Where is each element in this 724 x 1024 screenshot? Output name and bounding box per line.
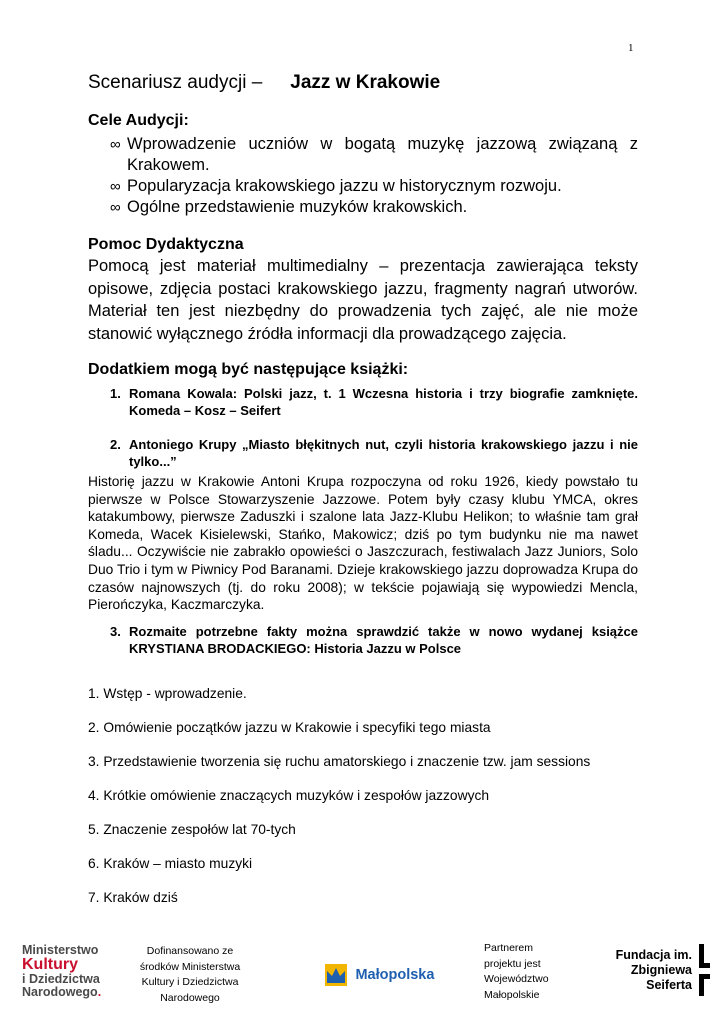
bullet-icon: ∞ [110,178,121,195]
foundation-logo [610,944,710,996]
foundation-logo-line: Seiferta [646,978,692,992]
book-number: 1. [110,386,121,401]
book-text: Romana Kowala: Polski jazz, t. 1 Wczesna historia i trzy biografie zamknięte. Komeda – Kosz – Seifert [129,386,638,418]
book-number: 2. [110,437,121,452]
goal-item [110,176,650,197]
book-item [110,623,638,657]
page-number: 1 [628,42,634,54]
partner-line: Partnerem [484,942,534,954]
ministry-logo-line: Narodowego [22,985,98,999]
goal-text: Wprowadzenie uczniów w bogatą muzykę jazzową związaną z Krakowem. [127,135,638,174]
cofinanced-line: Dofinansowano ze [146,945,234,957]
books-heading: Dodatkiem mogą być następujące książki: [88,361,409,378]
plan-item: 5. Znaczenie zespołów lat 70-tych [88,822,296,837]
plan-item: 7. Kraków dziś [88,890,178,905]
book-number: 3. [110,624,121,639]
foundation-logo-line: Zbigniewa [630,963,692,977]
krupa-description: Historię jazzu w Krakowie Antoni Krupa rozpoczyna od roku 1926, kiedy powstało tu pierwsze w Polsce Stowarzyszenie Jazzowe. Potem były czasy klubu YMCA, okres katakumbowy, pierwsze Zaduszki i szalone lata Jazz-Klubu Helikon; to właśnie tam grał Komeda, Wacek Kisielewski, Stańko, Makowicz; dziś po tym budynku nie ma nawet śladu... Oczywiście nie zabrakło opowieści o Jaszczurach, festiwalach Jazz Juniors, Solo Duo Trio i tym w Piwnicy Pod Baranami. Dzieje krakowskiego jazzu doprowadza Krupa do czasów najnowszych (tj. do roku 2008); w tekście pojawiają się wypowiedzi Mencla, Pierończyka, Kaczmarczyka. [88,474,638,613]
foundation-logo-line: Fundacja im. [615,948,692,962]
ministry-logo-line: Ministerstwo [22,943,99,957]
ministry-logo-line: i Dziedzictwa [22,972,100,986]
ministry-logo [22,944,112,999]
cofinanced-line: Kultury i Dziedzictwa [141,976,239,988]
partner-line: projektu jest [484,957,541,970]
goal-text: Ogólne przedstawienie muzyków krakowskich. [127,198,468,216]
plan-item: 6. Kraków – miasto muzyki [88,856,253,871]
aid-heading: Pomoc Dydaktyczna [88,236,244,253]
bullet-icon: ∞ [110,199,121,216]
page-title [88,72,440,94]
plan-item: 1. Wstęp - wprowadzenie. [88,686,247,701]
malopolska-logo-text: Małopolska [355,967,435,983]
malopolska-logo [324,963,434,987]
partner-line: Małopolskie [484,988,540,1001]
title-prefix: Scenariusz audycji – [88,72,263,93]
book-item [110,385,638,419]
book-text: Rozmaite potrzebne fakty można sprawdzić także w nowo wydanej książce KRYSTIANA BRODACKIEGO: Historia Jazzu w Polsce [129,624,638,656]
cofinanced-line: Narodowego [160,991,220,1004]
goals-heading: Cele Audycji: [88,112,189,129]
foundation-bracket-icon [699,974,710,979]
foundation-bracket-icon [699,963,710,968]
malopolska-emblem-icon [324,963,348,987]
book-item [110,436,638,470]
ministry-logo-dot: . [97,985,102,999]
goal-item [110,197,650,218]
ministry-logo-kultury: Kultury [22,956,78,973]
partner-line: Województwo [484,973,549,985]
goal-item [110,134,638,176]
book-text: Antoniego Krupy „Miasto błękitnych nut, czyli historia krakowskiego jazzu i nie tylko...” [129,437,638,469]
cofinanced-text [130,944,250,1006]
goal-text: Popularyzacja krakowskiego jazzu w historycznym rozwoju. [127,177,562,195]
aid-text: Pomocą jest materiał multimedialny – prezentacja zawierająca teksty opisowe, zdjęcia postaci krakowskiego jazzu, fragmenty nagrań utworów. Materiał ten jest niezbędny do prowadzenia tych zajęć, ale nie może stanowić wyłącznego źródła informacji dla prowadzącego zajęcia. [88,257,638,343]
plan-item: 4. Krótkie omówienie znaczących muzyków i zespołów jazzowych [88,788,490,803]
bullet-icon: ∞ [110,136,121,153]
title-name: Jazz w Krakowie [290,72,441,93]
partner-text [484,941,584,1003]
cofinanced-line: środków Ministerstwa [139,960,241,973]
plan-item: 3. Przedstawienie tworzenia się ruchu amatorskiego i znaczenie tzw. jam sessions [88,754,591,769]
plan-item: 2. Omówienie początków jazzu w Krakowie i specyfiki tego miasta [88,720,491,735]
